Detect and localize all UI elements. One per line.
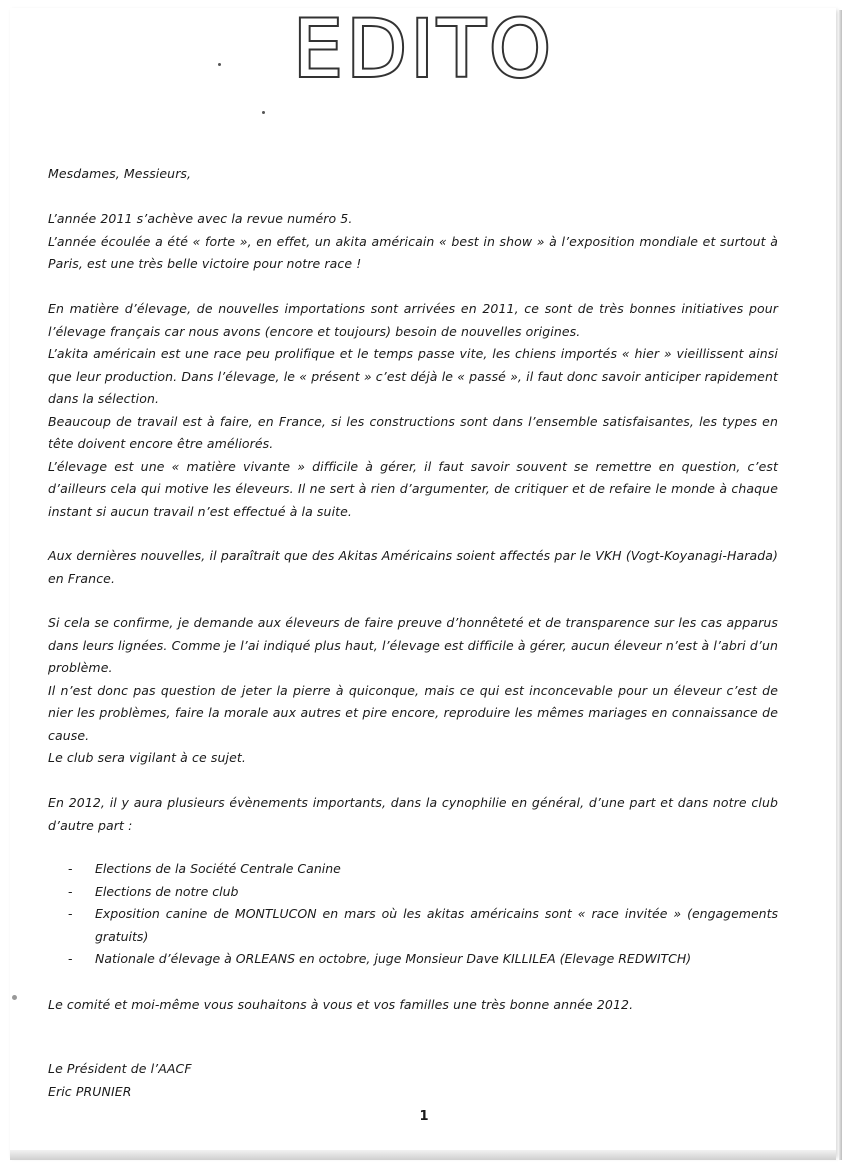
page-title: EDITO — [293, 5, 555, 95]
list-item: - Exposition canine de MONTLUCON en mars où les akitas américains sont « race invitée » (engagements gratuits) — [68, 903, 778, 948]
paragraph-line: Si cela se confirme, je demande aux éleveurs de faire preuve d’honnêteté et de transparence sur les cas apparus dans leurs lignées. Comme je l’ai indiqué plus haut, l’élevage est difficile à gérer, aucun éleveur n’est à l’abri d’un problème. — [48, 615, 778, 675]
paragraph-events-intro — [48, 792, 778, 837]
paragraph-line: Il n’est donc pas question de jeter la pierre à quiconque, mais ce qui est inconcevable pour un éleveur c’est de nier les problèmes, faire la morale aux autres et pire encore, reproduire les mêmes mariages en connaissance de cause. — [48, 682, 778, 743]
closing-text: Le comité et moi-même vous souhaitons à vous et vos familles une très bonne année 2012. — [48, 997, 634, 1012]
paragraph-transparency — [48, 612, 778, 770]
paragraph-line: Aux dernières nouvelles, il paraîtrait que des Akitas Américains soient affectés par le VKH (Vogt-Koyanagi-Harada) en France. — [48, 548, 778, 586]
greeting — [48, 163, 778, 186]
paragraph-line: En matière d’élevage, de nouvelles importations sont arrivées en 2011, ce sont de très bonnes initiatives pour l’élevage français car nous avons (encore et toujours) besoin de nouvelles origines. — [48, 301, 778, 339]
list-item: - Nationale d’élevage à ORLEANS en octobre, juge Monsieur Dave KILLILEA (Elevage REDWITCH) — [68, 948, 778, 971]
signature-name: Eric PRUNIER — [48, 1083, 132, 1099]
page-number: 1 — [419, 1109, 429, 1124]
page-edge-right — [839, 10, 842, 1160]
closing-wishes — [48, 994, 778, 1017]
scan-speck — [262, 111, 265, 114]
paragraph-breeding — [48, 298, 778, 523]
paragraph-line: L’année 2011 s’achève avec la revue numéro 5. — [48, 211, 353, 226]
paragraph-line: L’élevage est une « matière vivante » difficile à gérer, il faut savoir souvent se remettre en question, c’est d’ailleurs cela qui motive les éleveurs. Il ne sert à rien d’argumenter, de critiquer et de refaire le monde à chaque instant si aucun travail n’est effectué à la suite. — [48, 458, 778, 519]
paragraph-line: L’année écoulée a été « forte », en effet, un akita américain « best in show » à l’exposition mondiale et surtout à Paris, est une très belle victoire pour notre race ! — [48, 233, 778, 271]
paragraph-line: Beaucoup de travail est à faire, en France, si les constructions sont dans l’ensemble satisfaisantes, les types en tête doivent encore être améliorés. — [48, 413, 778, 451]
paragraph-line: Le club sera vigilant à ce sujet. — [48, 750, 246, 765]
page-edge-bottom — [10, 1150, 836, 1160]
greeting-text: Mesdames, Messieurs, — [48, 166, 192, 181]
scan-speck — [12, 995, 17, 1000]
events-list — [68, 858, 778, 971]
paragraph-line: En 2012, il y aura plusieurs évènements importants, dans la cynophilie en général, d’une part et dans notre club d’autre part : — [48, 795, 778, 833]
paragraph-line: L’akita américain est une race peu prolifique et le temps passe vite, les chiens importés « hier » vieillissent ainsi que leur production. Dans l’élevage, le « présent » c’est déjà le « passé », il faut donc savoir anticiper rapidement dans la sélection. — [48, 346, 778, 406]
list-item: - Elections de la Société Centrale Canine — [68, 858, 778, 881]
signature-role: Le Président de l’AACF — [48, 1061, 192, 1076]
signature-block — [48, 1058, 778, 1103]
list-item: - Elections de notre club — [68, 881, 778, 904]
paragraph-intro — [48, 208, 778, 276]
paragraph-vkh — [48, 545, 778, 590]
